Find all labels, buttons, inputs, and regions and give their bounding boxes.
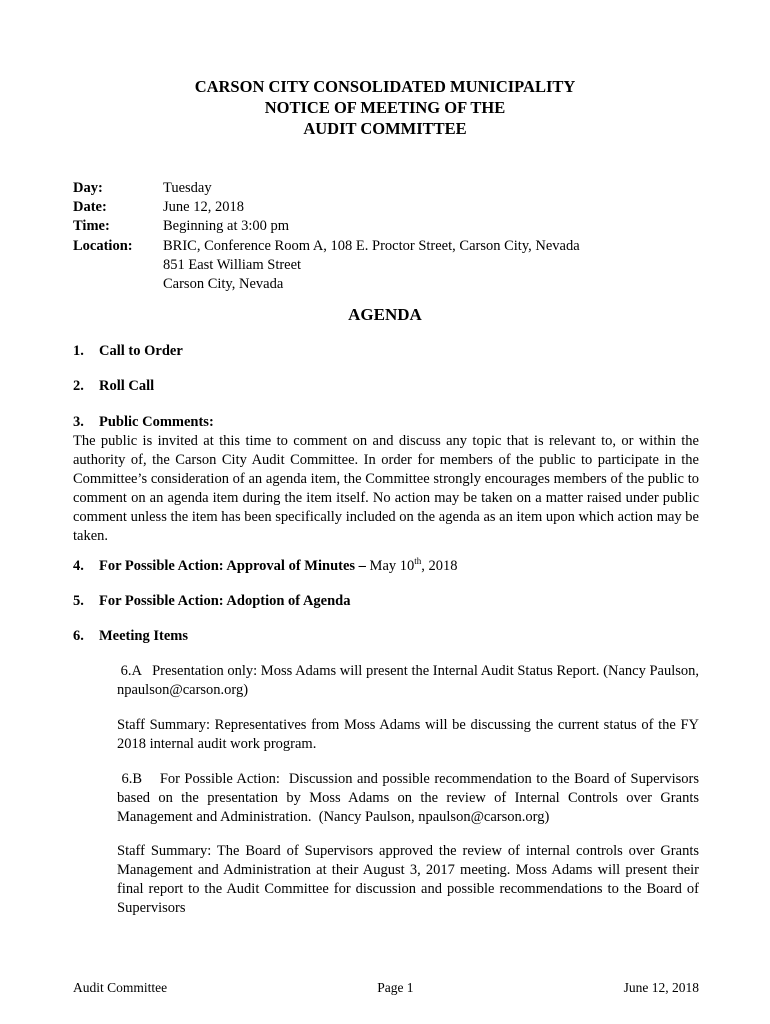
item-title: Call to Order (99, 343, 183, 359)
time-value: Beginning at 3:00 pm (163, 218, 290, 235)
date-value: June 12, 2018 (163, 199, 244, 216)
item-number: 2. (73, 378, 84, 394)
location-line-2: 851 East William Street (163, 256, 302, 273)
agenda-item-2 (73, 377, 154, 396)
meeting-details (73, 179, 580, 294)
public-comments-text: The public is invited at this time to comment on and discuss any topic that is relevant to, or within the authority of, the Carson City Audit Committee. In order for members of the public to participate in the Committee’s consideration of an agenda item, the Committee strongly encourages members of the public to comment on an agenda item during the item itself. No action may be taken on a matter raised under public comment unless the item has been specifically included on the agenda as an item upon which action may be taken. (73, 433, 699, 544)
meeting-date-row (73, 198, 580, 217)
agenda-item-3 (73, 413, 214, 432)
date-label: Date: (73, 199, 107, 216)
day-label: Day: (73, 180, 103, 196)
item-title: Meeting Items (99, 628, 188, 644)
location-line-3: Carson City, Nevada (163, 276, 284, 293)
meeting-location-row (73, 237, 580, 256)
footer-date: June 12, 2018 (623, 980, 699, 995)
header-line-2: NOTICE OF MEETING OF THE (264, 98, 506, 117)
item-number: 6. (73, 628, 84, 644)
day-value: Tuesday (163, 180, 212, 196)
document-header (0, 76, 770, 139)
item-title: For Possible Action: Approval of Minutes – (99, 558, 366, 574)
agenda-heading (0, 305, 770, 325)
item-number: 4. (73, 558, 84, 574)
minutes-date-post: , 2018 (421, 558, 458, 574)
item-title: For Possible Action: Adoption of Agenda (99, 593, 351, 609)
footer-page-number: Page 1 (377, 980, 414, 995)
item-6a-staff-summary: Staff Summary: Representatives from Moss Adams will be discussing the current status of the FY 2018 internal audit work program. (117, 717, 699, 752)
agenda-item-4 (73, 557, 458, 576)
item-6b-staff-summary: Staff Summary: The Board of Supervisors approved the review of internal controls over Grants Management and Administration at their August 3, 2017 meeting. Moss Adams will present their final report to the Audit Committee for discussion and possible recommendations to the Board of Supervisors (117, 843, 699, 916)
location-label: Location: (73, 237, 133, 254)
item-number: 5. (73, 593, 84, 609)
minutes-date-pre: May 10 (365, 558, 415, 574)
item-6b-text: 6.B For Possible Action: Discussion and possible recommendation to the Board of Supervisors based on the presentation by Moss Adams on the review of Internal Controls over Grants Management and Administration. (Nancy Paulson, npaulson@carson.org) (117, 771, 703, 825)
meeting-time-row (73, 217, 580, 236)
item-number: 3. (73, 414, 84, 430)
minutes-date-sup: th (414, 556, 422, 567)
agenda-item-1 (73, 342, 183, 361)
item-title: Roll Call (99, 378, 155, 394)
agenda-item-6 (73, 627, 188, 646)
item-number: 1. (73, 343, 84, 359)
agenda-item-5 (73, 592, 351, 611)
footer-left: Audit Committee (73, 980, 168, 995)
location-line-1: BRIC, Conference Room A, 108 E. Proctor Street, Carson City, Nevada (163, 237, 580, 254)
header-line-1: CARSON CITY CONSOLIDATED MUNICIPALITY (194, 77, 576, 96)
agenda-title: AGENDA (348, 305, 422, 324)
page-footer (73, 980, 699, 996)
time-label: Time: (73, 218, 110, 235)
header-line-3: AUDIT COMMITTEE (303, 119, 467, 138)
item-6a-text: 6.A Presentation only: Moss Adams will present the Internal Audit Status Report. (Nancy Paulson, npaulson@carson.org) (117, 663, 703, 698)
meeting-day-row (73, 179, 580, 198)
item-title: Public Comments: (99, 414, 214, 430)
